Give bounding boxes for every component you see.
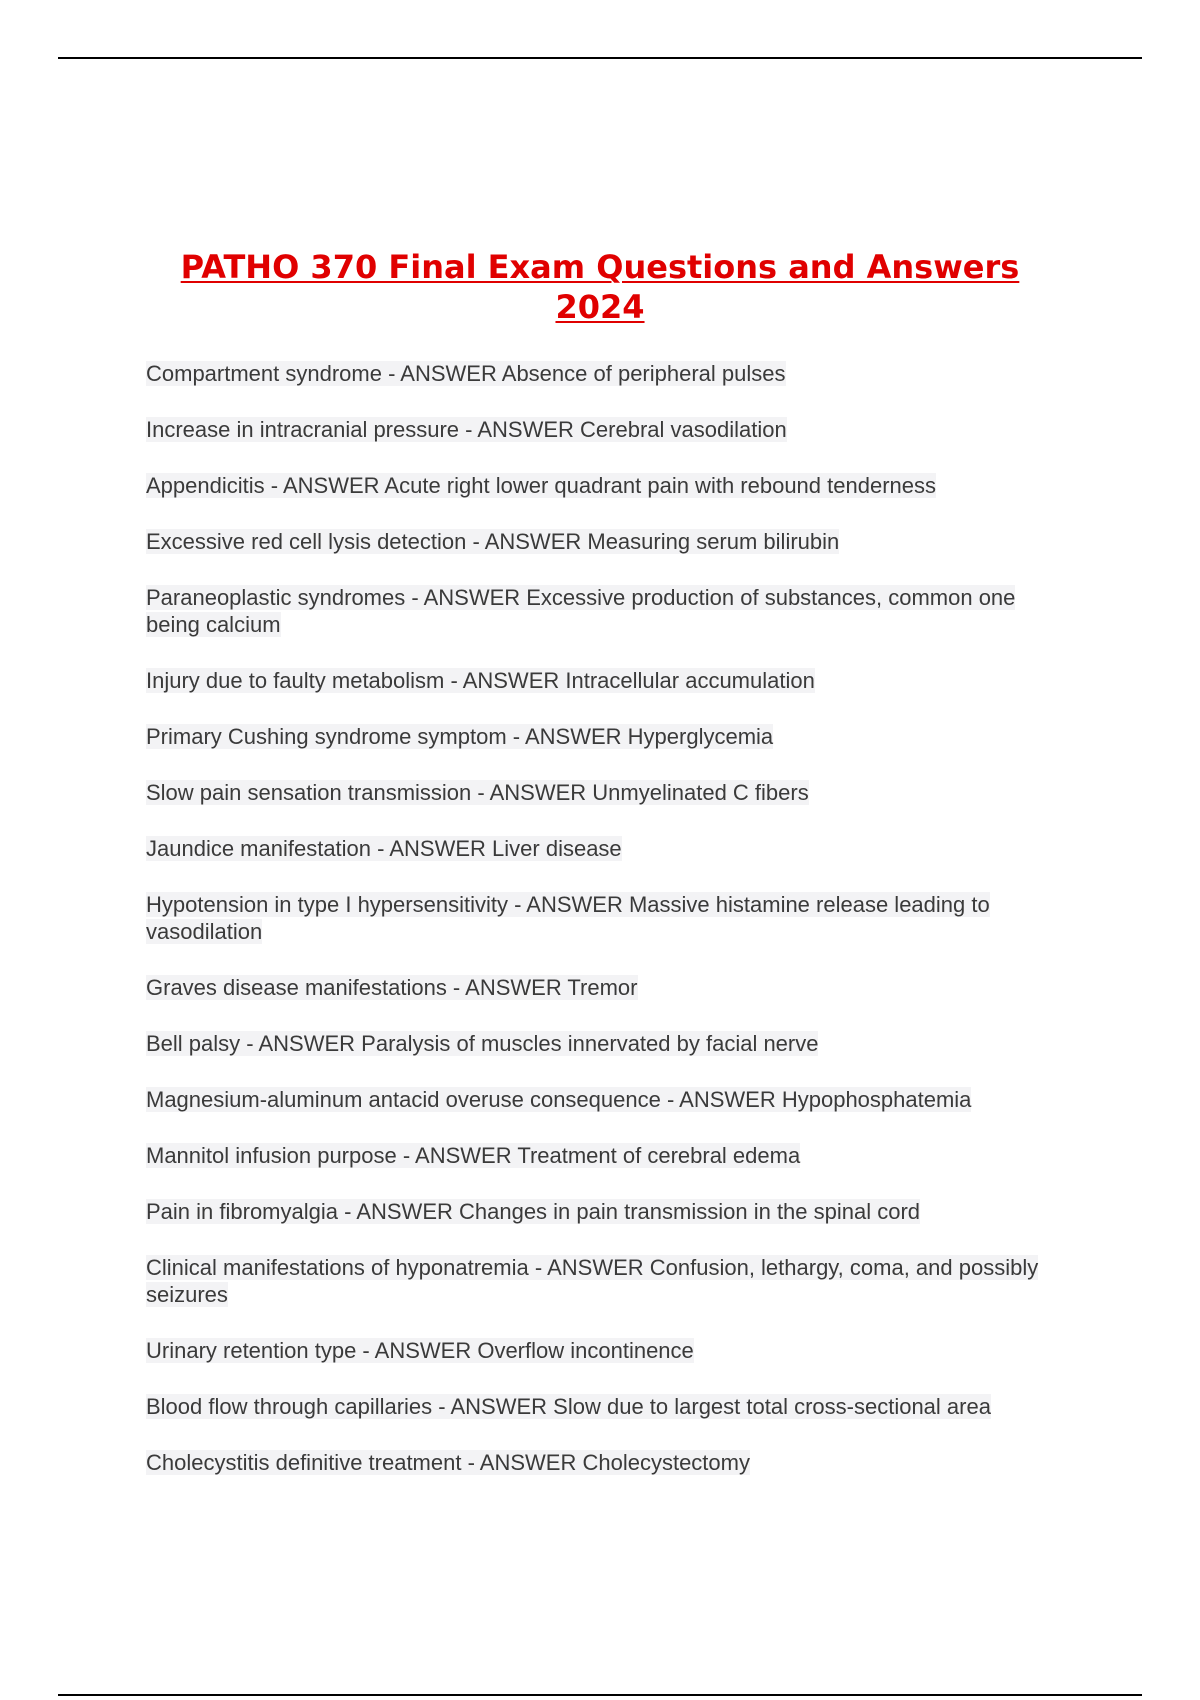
qa-item [146, 472, 1066, 499]
qa-item [146, 835, 1066, 862]
qa-item [146, 1337, 1066, 1364]
page-title [0, 247, 1200, 327]
qa-item [146, 360, 1066, 387]
qa-text: Graves disease manifestations - ANSWER Tremor [146, 975, 638, 1000]
qa-item [146, 1393, 1066, 1420]
qa-text: Appendicitis - ANSWER Acute right lower quadrant pain with rebound tenderness [146, 473, 936, 498]
qa-text: Urinary retention type - ANSWER Overflow incontinence [146, 1338, 694, 1363]
qa-item [146, 1449, 1066, 1476]
qa-text: Slow pain sensation transmission - ANSWER Unmyelinated C fibers [146, 780, 809, 805]
qa-text: Pain in fibromyalgia - ANSWER Changes in pain transmission in the spinal cord [146, 1199, 921, 1224]
qa-text: Mannitol infusion purpose - ANSWER Treatment of cerebral edema [146, 1143, 801, 1168]
qa-item [146, 891, 1066, 945]
qa-text: Increase in intracranial pressure - ANSWER Cerebral vasodilation [146, 417, 787, 442]
qa-item [146, 528, 1066, 555]
qa-item [146, 1198, 1066, 1225]
qa-text: Bell palsy - ANSWER Paralysis of muscles innervated by facial nerve [146, 1031, 819, 1056]
qa-text: Excessive red cell lysis detection - ANSWER Measuring serum bilirubin [146, 529, 840, 554]
qa-text: Hypotension in type I hypersensitivity - ANSWER Massive histamine release leading to vasodilation [146, 892, 990, 944]
title-line-2: 2024 [555, 288, 645, 327]
qa-text: Compartment syndrome - ANSWER Absence of peripheral pulses [146, 361, 786, 386]
qa-text: Jaundice manifestation - ANSWER Liver disease [146, 836, 622, 861]
qa-item [146, 974, 1066, 1001]
qa-item [146, 1086, 1066, 1113]
qa-item [146, 416, 1066, 443]
qa-list [146, 360, 1066, 1505]
qa-item [146, 723, 1066, 750]
qa-text: Blood flow through capillaries - ANSWER Slow due to largest total cross-sectional area [146, 1394, 991, 1419]
qa-item [146, 1254, 1066, 1308]
qa-text: Paraneoplastic syndromes - ANSWER Excessive production of substances, common one being calcium [146, 585, 1016, 637]
qa-text: Cholecystitis definitive treatment - ANSWER Cholecystectomy [146, 1450, 750, 1475]
qa-item [146, 779, 1066, 806]
qa-item [146, 1142, 1066, 1169]
qa-text: Magnesium-aluminum antacid overuse consequence - ANSWER Hypophosphatemia [146, 1087, 972, 1112]
qa-item [146, 667, 1066, 694]
top-rule [58, 57, 1142, 59]
qa-text: Primary Cushing syndrome symptom - ANSWER Hyperglycemia [146, 724, 774, 749]
bottom-rule [58, 1694, 1142, 1696]
qa-item [146, 584, 1066, 638]
qa-item [146, 1030, 1066, 1057]
title-line-1: PATHO 370 Final Exam Questions and Answers [180, 248, 1020, 287]
qa-text: Clinical manifestations of hyponatremia - ANSWER Confusion, lethargy, coma, and possibly seizures [146, 1255, 1039, 1307]
qa-text: Injury due to faulty metabolism - ANSWER Intracellular accumulation [146, 668, 815, 693]
